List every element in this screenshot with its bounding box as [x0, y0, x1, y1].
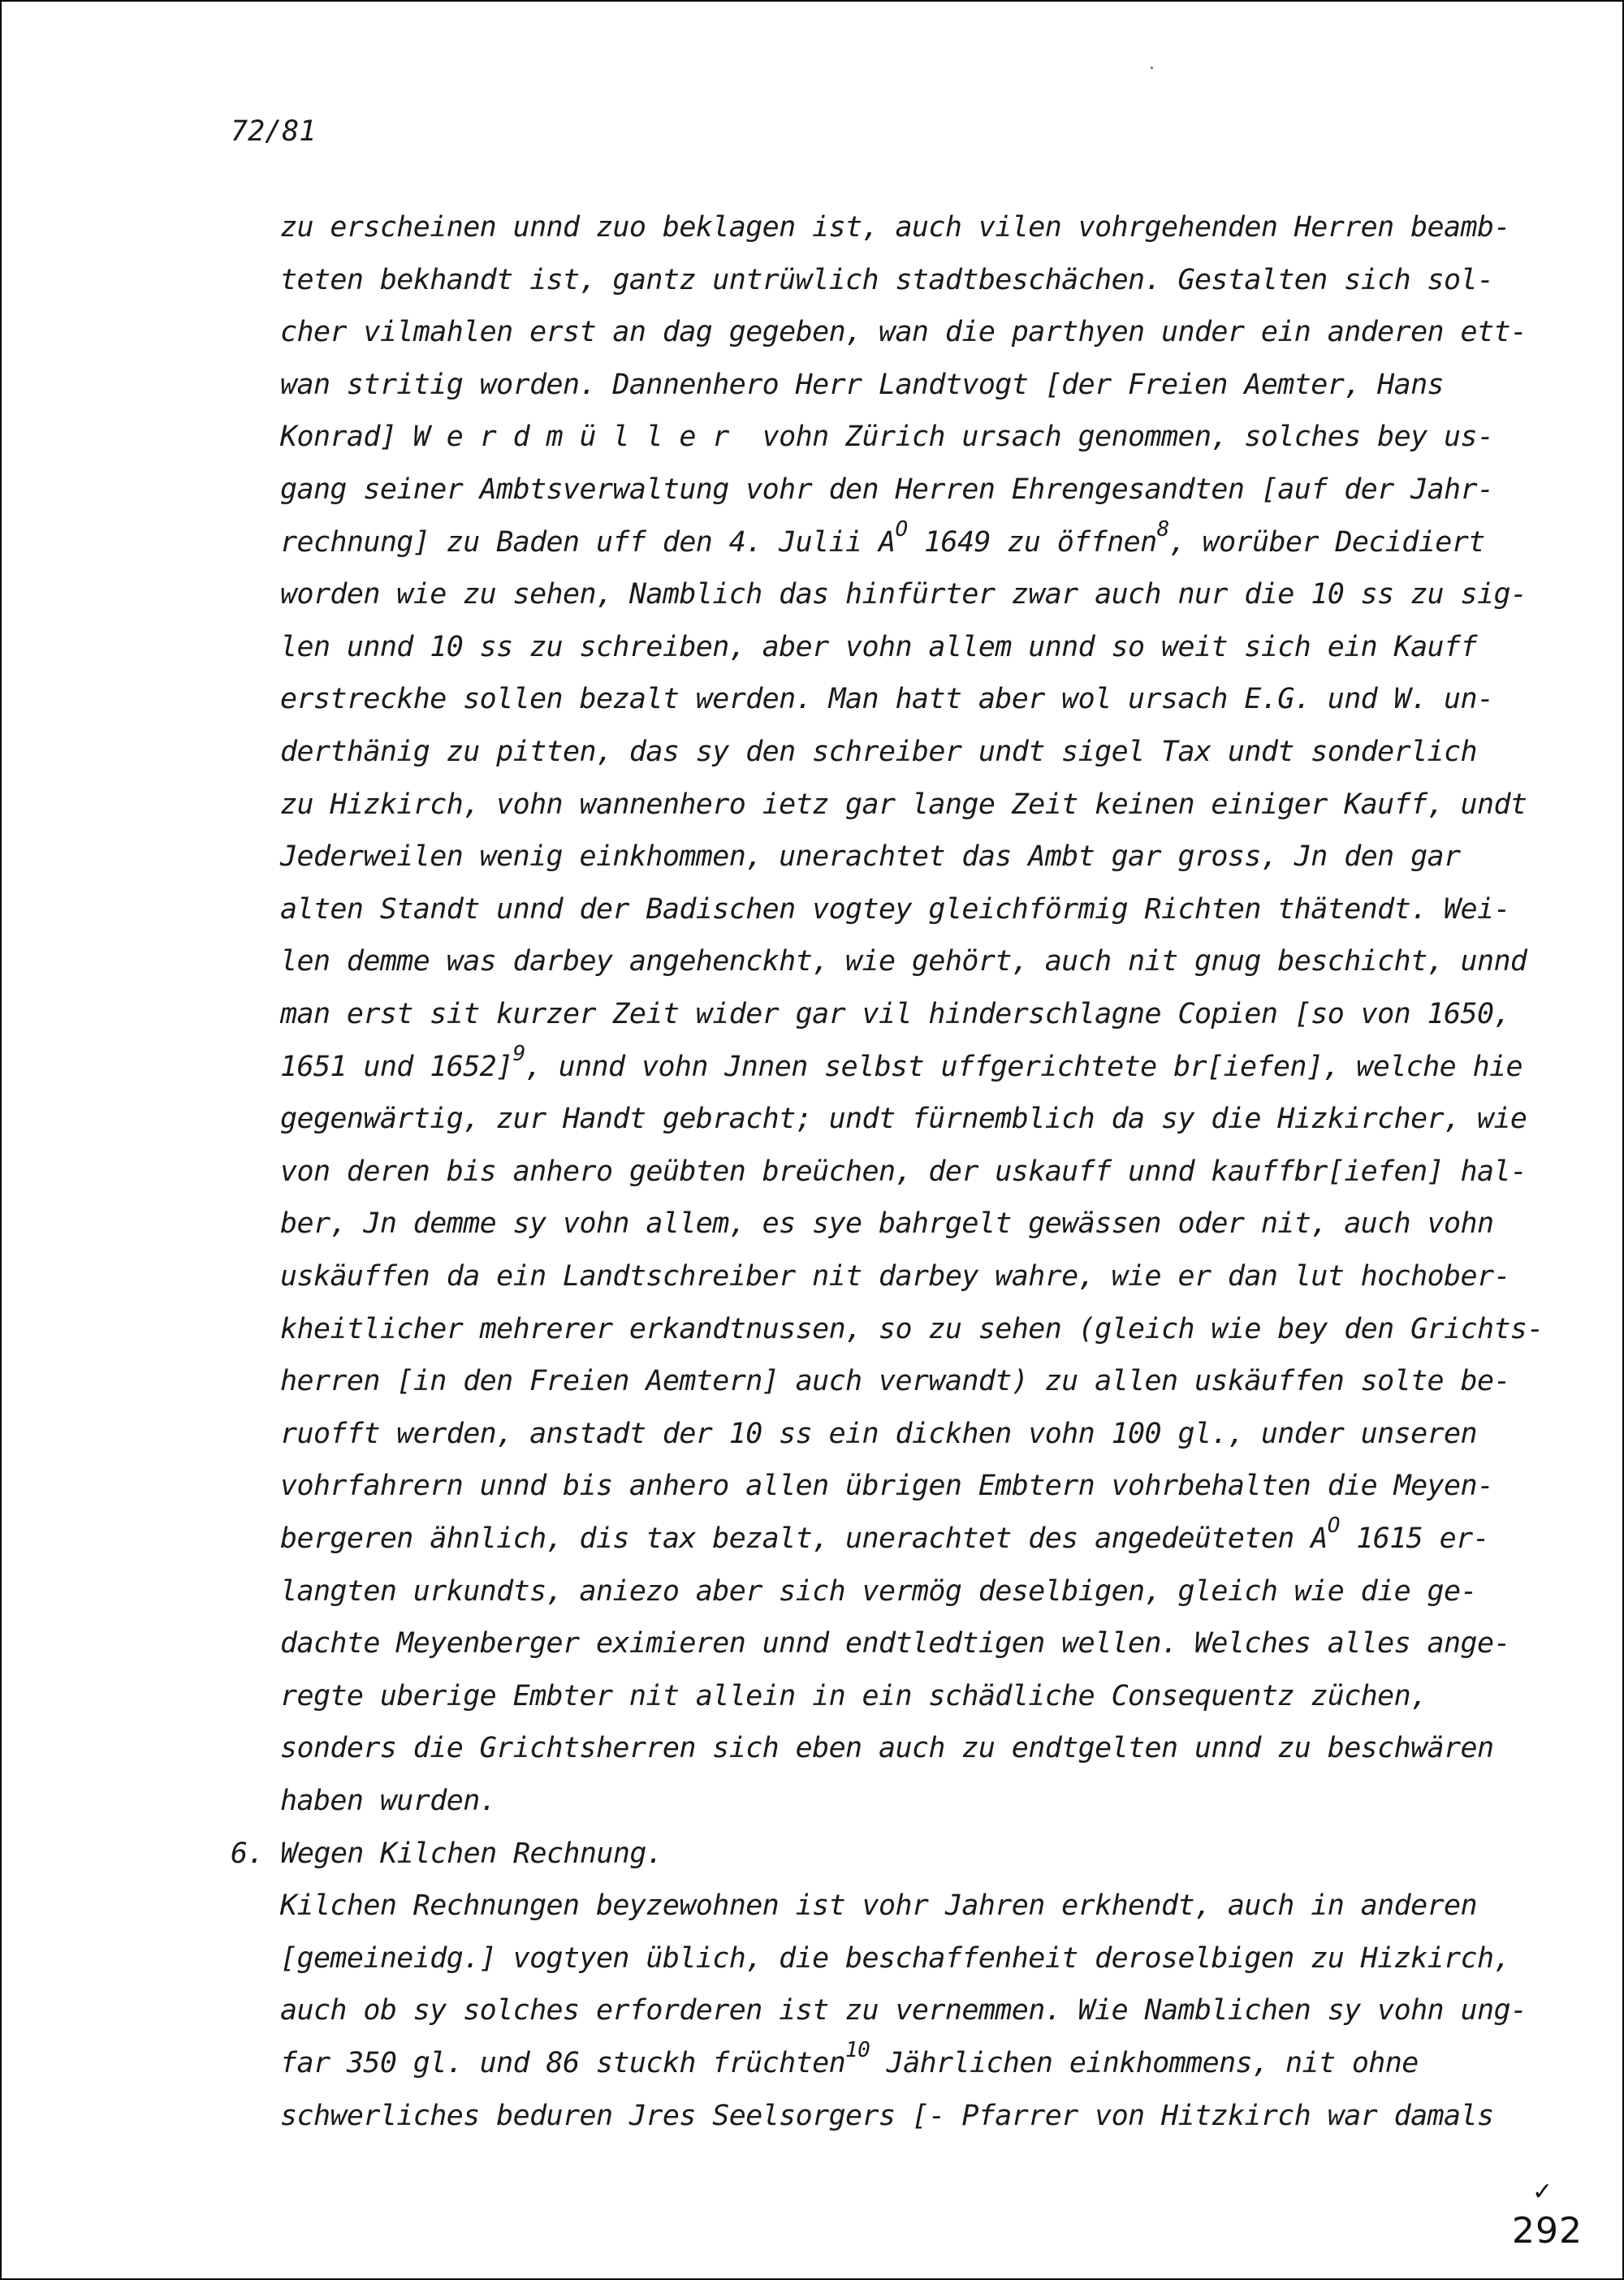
text-line: zu Hizkirch, vohn wannenhero ietz gar lange Zeit keinen einiger Kauff, undt — [280, 788, 1527, 821]
text-line: len demme was darbey angehenckht, wie gehört, auch nit gnug beschicht, unnd — [280, 945, 1527, 978]
text-line: gang seiner Ambtsverwaltung vohr den Herren Ehrengesandten [auf der Jahr- — [280, 473, 1494, 506]
text-line: langten urkundts, aniezo aber sich vermög deselbigen, gleich wie die ge- — [280, 1574, 1477, 1608]
line-segment: , worüber Decidiert — [1168, 525, 1485, 559]
text-line: man erst sit kurzer Zeit wider gar vil hinderschlagne Copien [so von 1650, — [280, 998, 1510, 1030]
text-line: kheitlicher mehrerer erkandtnussen, so zu sehen (gleich wie bey den Grichts- — [280, 1312, 1544, 1345]
text-line: gegenwärtig, zur Handt gebracht; undt fürnemblich da sy die Hizkircher, wie — [280, 1103, 1527, 1136]
section-heading: 6. Wegen Kilchen Rechnung. — [231, 1837, 663, 1870]
text-line: von deren bis anhero geübten breüchen, der uskauff unnd kauffbr[iefen] hal- — [280, 1155, 1527, 1188]
text-line — [280, 1514, 1490, 1555]
check-mark: ✓ — [1532, 2178, 1553, 2206]
text-line: auch ob sy solches erforderen ist zu vernemmen. Wie Namblichen sy vohn ung- — [280, 1994, 1527, 2027]
text-line: worden wie zu sehen, Namblich das hinfürter zwar auch nur die 10 ss zu sig- — [280, 578, 1527, 611]
text-line — [280, 2038, 1419, 2079]
text-line: len unnd 10 ss zu schreiben, aber vohn allem unnd so weit sich ein Kauff — [280, 630, 1477, 663]
text-line: Kilchen Rechnungen beyzewohnen ist vohr Jahren erkhendt, auch in anderen — [280, 1889, 1477, 1923]
footnote-marker: 10 — [845, 2038, 870, 2063]
text-line: Jederweilen wenig einkhommen, unerachtet das Ambt gar gross, Jn den gar — [280, 840, 1461, 874]
text-line — [280, 1041, 1522, 1083]
text-line: alten Standt unnd der Badischen vogtey gleichförmig Richten thätendt. Wei- — [280, 892, 1510, 926]
footnote-marker: O — [895, 516, 908, 542]
line-segment: 1649 zu öffnen — [907, 525, 1157, 559]
text-line: Konrad] W e r d m ü l l e r vohn Zürich ursach genommen, solches bey us- — [280, 421, 1494, 454]
text-line: herren [in den Freien Aemtern] auch verwandt) zu allen uskäuffen solte be- — [280, 1365, 1510, 1398]
text-line: vohrfahrern unnd bis anhero allen übrigen Embtern vohrbehalten die Meyen- — [280, 1470, 1494, 1503]
line-segment: 1651 und 1652] — [280, 1050, 513, 1083]
text-line: schwerliches beduren Jres Seelsorgers [- Pfarrer von Hitzkirch war damals — [280, 2099, 1494, 2132]
text-line: zu erscheinen unnd zuo beklagen ist, auch vilen vohrgehenden Herren beamb- — [280, 211, 1510, 244]
line-segment: far 350 gl. und 86 stuckh früchten — [280, 2047, 846, 2079]
text-line: uskäuffen da ein Landtschreiber nit darbey wahre, wie er dan lut hochober- — [280, 1260, 1510, 1293]
line-segment: rechnung] zu Baden uff den 4. Julii A — [280, 525, 896, 559]
text-line: dachte Meyenberger eximieren unnd endtledtigen wellen. Welches alles ange- — [280, 1627, 1510, 1660]
text-line: cher vilmahlen erst an dag gegeben, wan die parthyen under ein anderen ett- — [280, 316, 1527, 349]
line-segment: Jährlichen einkhommens, nit ohne — [870, 2047, 1419, 2079]
line-segment: 1615 er- — [1339, 1522, 1490, 1555]
text-line: ber, Jn demme sy vohn allem, es sye bahrgelt gewässen oder nit, auch vohn — [280, 1207, 1494, 1241]
text-line: teten bekhandt ist, gantz untrüwlich stadtbeschächen. Gestalten sich sol- — [280, 263, 1494, 296]
page-number: 72/81 — [231, 115, 317, 148]
text-line — [280, 516, 1485, 559]
text-line: [gemeineidg.] vogtyen üblich, die beschaffenheit deroselbigen zu Hizkirch, — [280, 1941, 1510, 1975]
text-line: ruofft werden, anstadt der 10 ss ein dickhen vohn 100 gl., under unseren — [280, 1417, 1477, 1450]
footnote-marker: 9 — [512, 1041, 525, 1066]
line-segment: , unnd vohn Jnnen selbst uffgerichtete br[iefen], welche hie — [525, 1050, 1522, 1083]
text-line: wan stritig worden. Dannenhero Herr Landtvogt [der Freien Aemter, Hans — [280, 368, 1445, 401]
footnote-marker: O — [1327, 1514, 1340, 1539]
footnote-marker: 8 — [1156, 516, 1169, 542]
line-segment: bergeren ähnlich, dis tax bezalt, unerachtet des angedeüteten A — [280, 1522, 1328, 1555]
text-line: sonders die Grichtsherren sich eben auch zu endtgelten unnd zu beschwären — [280, 1732, 1494, 1765]
scan-speck — [1151, 67, 1153, 69]
text-line: derthänig zu pitten, das sy den schreiber undt sigel Tax undt sonderlich — [280, 736, 1477, 768]
text-line: regte uberige Embter nit allein in ein schädliche Consequentz züchen, — [280, 1679, 1427, 1712]
text-line: haben wurden. — [280, 1785, 497, 1817]
text-line: erstreckhe sollen bezalt werden. Man hatt aber wol ursach E.G. und W. un- — [280, 683, 1494, 716]
handwritten-folio-number: 292 — [1512, 2210, 1583, 2252]
